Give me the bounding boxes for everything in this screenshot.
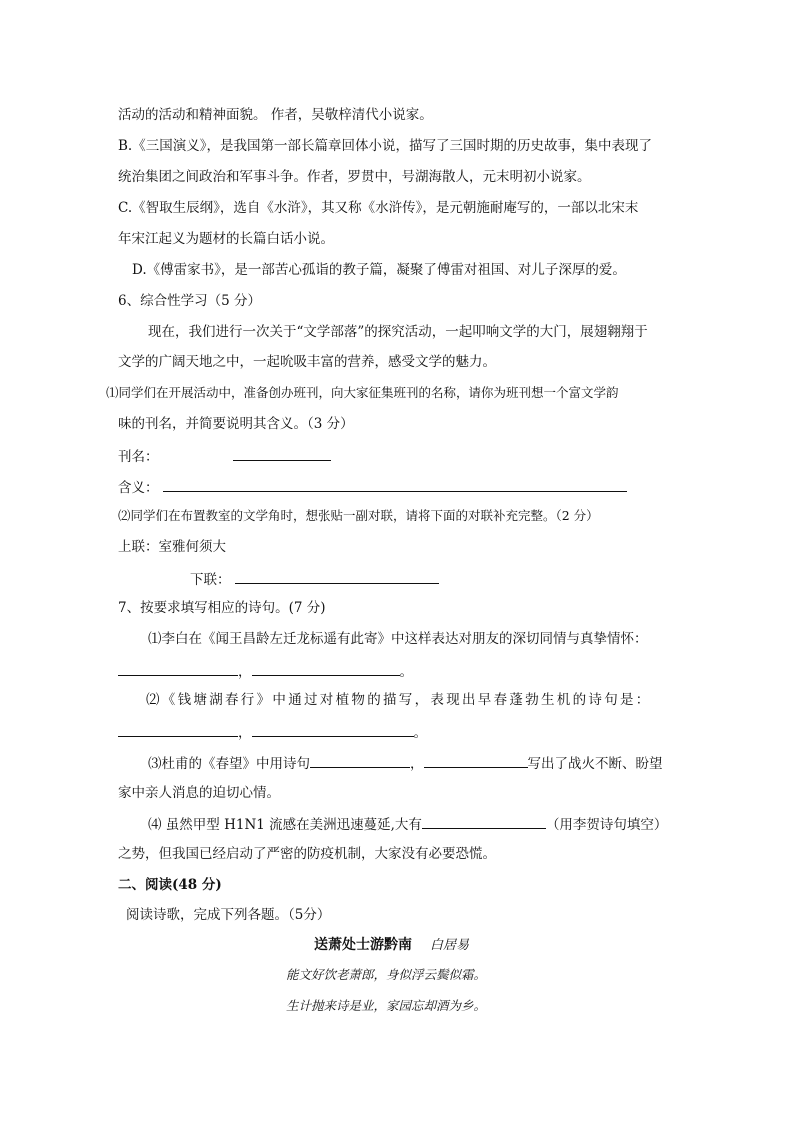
period: 。 [399, 664, 413, 680]
text-line: 年宋江起义为题材的长篇白话小说。 [118, 231, 334, 247]
option-c: C.《智取生辰纲》，选自《水浒》，其又称《水浒传》，是元朝施耐庵写的，一部以北宋末 [118, 200, 639, 216]
text-line: 之势，但我国已经启动了严密的防疫机制，大家没有必要恐慌。 [118, 846, 496, 862]
poem-line: 能文好饮老萧郎，身似浮云鬓似霜。 [286, 967, 487, 982]
first-couplet-line: 上联：室雅何须大 [118, 539, 226, 555]
question-7-heading: 7、按要求填写相应的诗句。(7 分) [118, 600, 326, 616]
sub-question-7-2: ⑵《钱塘湖春行》中通过对植物的描写，表现出早春蓬勃生机的诗句是： [146, 692, 652, 708]
title-answer-blank[interactable] [233, 446, 331, 461]
title-field-row [118, 446, 331, 466]
sub-question-1: ⑴同学们在开展活动中，准备创办班刊，向大家征集班刊的名称，请你为班刊想一个富文学韵 [106, 385, 619, 400]
answer-blank[interactable] [252, 722, 414, 737]
answer-row-7-1 [118, 661, 413, 681]
poem-author: 白居易 [430, 938, 470, 953]
period: 。 [413, 725, 427, 741]
poem-heading [314, 936, 469, 955]
meaning-field-row [118, 477, 627, 497]
question-text: ⑷ 虽然甲型 H1N1 流感在美洲迅速蔓延,大有 [148, 817, 422, 833]
question-text: 写出了战火不断、盼望 [527, 756, 663, 772]
sub-question-7-1: ⑴李白在《闻王昌龄左迁龙标遥有此寄》中这样表达对朋友的深切同情与真挚情怀： [148, 631, 648, 647]
meaning-answer-blank[interactable] [163, 477, 627, 492]
option-d: D.《傅雷家书》，是一部苦心孤诣的教子篇，凝聚了傅雷对祖国、对儿子深厚的爱。 [132, 262, 626, 278]
second-couplet-label: 下联： [190, 572, 231, 588]
poem-title: 送萧处士游黔南 [314, 937, 412, 953]
comma: ， [238, 725, 252, 741]
second-couplet-blank[interactable] [235, 569, 439, 584]
poem-line: 生计抛来诗是业，家园忘却酒为乡。 [286, 998, 487, 1013]
sub-question-2: ⑵同学们在布置教室的文学角时，想张贴一副对联，请将下面的对联补充完整。（2 分） [118, 508, 599, 523]
text-line: 活动的活动和精神面貌。 作者，吴敬梓清代小说家。 [118, 107, 433, 123]
text-line: 家中亲人消息的迫切心情。 [118, 785, 280, 801]
second-couplet-row [190, 569, 439, 589]
question-text: ⑶杜甫的《春望》中用诗句 [148, 756, 310, 772]
question-text: （用李贺诗句填空） [545, 817, 668, 833]
section-2-heading: 二、阅读(48 分) [118, 877, 222, 893]
answer-blank[interactable] [252, 661, 400, 676]
question-6-intro: 现在，我们进行一次关于“文学部落”的探究活动，一起叩响文学的大门，展翅翱翔于 [148, 324, 648, 340]
comma: ， [238, 664, 252, 680]
answer-blank[interactable] [310, 753, 410, 768]
title-label: 刊名： [118, 449, 159, 465]
reading-instruction: 阅读诗歌，完成下列各题。（5分） [126, 907, 331, 923]
option-b: B.《三国演义》，是我国第一部长篇章回体小说，描写了三国时期的历史故事，集中表现了 [118, 138, 652, 154]
meaning-label: 含义： [118, 480, 159, 496]
text-line: 味的刊名，并简要说明其含义。（3 分） [118, 416, 354, 432]
text-line: 文学的广阔天地之中，一起吮吸丰富的营养，感受文学的魅力。 [118, 354, 496, 370]
answer-blank[interactable] [424, 753, 528, 768]
text-line: 统治集团之间政治和军事斗争。作者，罗贯中，号湖海散人，元末明初小说家。 [118, 169, 591, 185]
answer-blank[interactable] [118, 661, 238, 676]
answer-blank[interactable] [118, 722, 238, 737]
question-6-heading: 6、综合性学习（5 分） [118, 293, 261, 309]
comma: ， [410, 756, 424, 772]
sub-question-7-3 [148, 753, 663, 773]
answer-blank[interactable] [422, 814, 546, 829]
sub-question-7-4 [148, 814, 667, 834]
answer-row-7-2 [118, 722, 427, 742]
